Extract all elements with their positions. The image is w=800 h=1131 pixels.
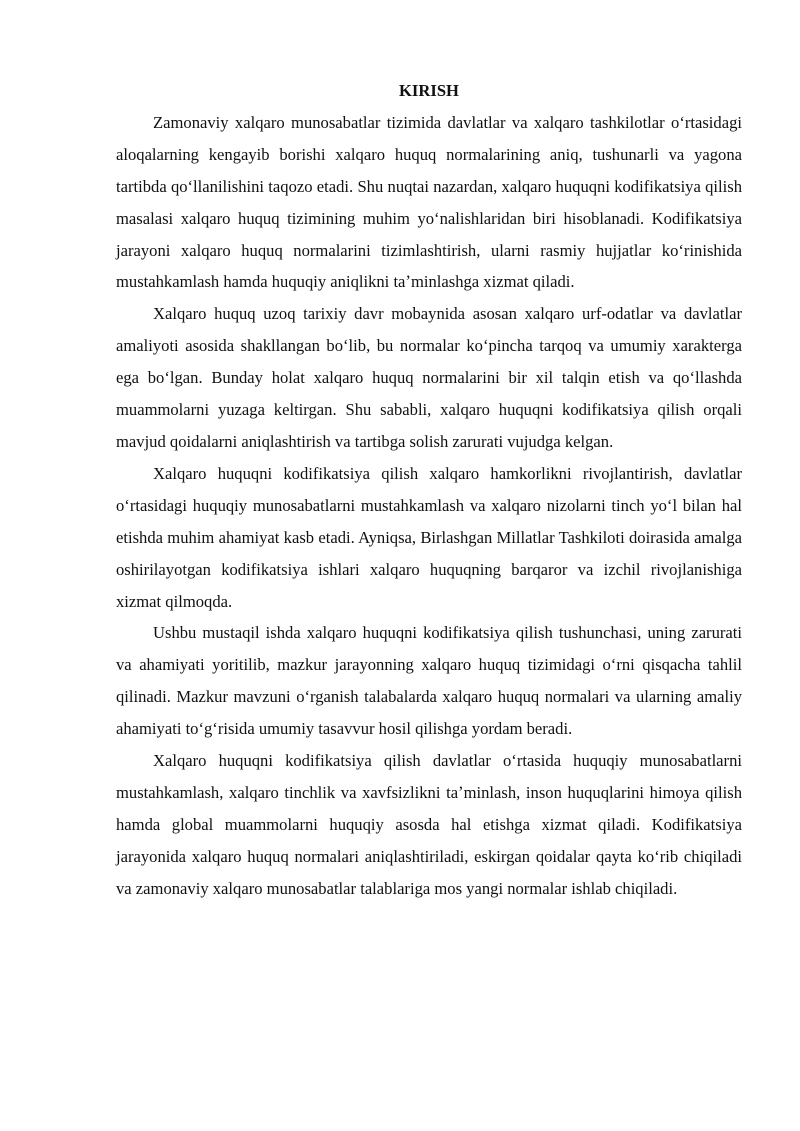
paragraph-2: Xalqaro huquq uzoq tarixiy davr mobaynida asosan xalqaro urf-odatlar va davlatlar amaliyoti asosida shakllangan boʻlib, bu normalar koʻpincha tarqoq va umumiy xarakterga ega boʻlgan. Bunday holat xalqaro huquq normalarini bir xil talqin etish va qoʻllashda muammolarni yuzaga keltirgan. Shu sababli, xalqaro huquqni kodifikatsiya qilish orqali mavjud qoidalarni aniqlashtirish va tartibga solish zarurati vujudga kelgan. [116, 304, 742, 451]
paragraph-1: Zamonaviy xalqaro munosabatlar tizimida davlatlar va xalqaro tashkilotlar oʻrtasidagi aloqalarning kengayib borishi xalqaro huquq normalarining aniq, tushunarli va yagona tartibda qoʻllanilishini taqozo etadi. Shu nuqtai nazardan, xalqaro huquqni kodifikatsiya qilish masalasi xalqaro huquq tizimining muhim yoʻnalishlaridan biri hisoblanadi. Kodifikatsiya jarayoni xalqaro huquq normalarini tizimlashtirish, ularni rasmiy hujjatlar koʻrinishida mustahkamlash hamda huquqiy aniqlikni taʼminlashga xizmat qiladi. [116, 112, 742, 292]
paragraph-3: Xalqaro huquqni kodifikatsiya qilish xalqaro hamkorlikni rivojlantirish, davlatlar oʻrtasidagi huquqiy munosabatlarni mustahkamlash va xalqaro nizolarni tinch yoʻl bilan hal etishda muhim ahamiyat kasb etadi. Ayniqsa, Birlashgan Millatlar Tashkiloti doirasida amalga oshirilayotgan kodifikatsiya ishlari xalqaro huquqning barqaror va izchil rivojlanishiga xizmat qilmoqda. [116, 463, 742, 611]
paragraph-4: Ushbu mustaqil ishda xalqaro huquqni kodifikatsiya qilish tushunchasi, uning zarurati va ahamiyati yoritilib, mazkur jarayonning xalqaro huquq tizimidagi oʻrni qisqacha tahlil qilinadi. Mazkur mavzuni oʻrganish talabalarda xalqaro huquq normalari va ularning amaliy ahamiyati toʻgʻrisida umumiy tasavvur hosil qilishga yordam beradi. [116, 623, 742, 739]
paragraph-5: Xalqaro huquqni kodifikatsiya qilish davlatlar oʻrtasida huquqiy munosabatlarni mustahkamlash, xalqaro tinchlik va xavfsizlikni taʼminlash, inson huquqlarini himoya qilish hamda global muammolarni huquqiy asosda hal etishga xizmat qiladi. Kodifikatsiya jarayonida xalqaro huquq normalari aniqlashtiriladi, eskirgan qoidalar qayta koʻrib chiqiladi va zamonaviy xalqaro munosabatlar talablariga mos yangi normalar ishlab chiqiladi. [116, 751, 742, 898]
document-body [116, 75, 742, 905]
page-title: KIRISH [399, 81, 459, 100]
